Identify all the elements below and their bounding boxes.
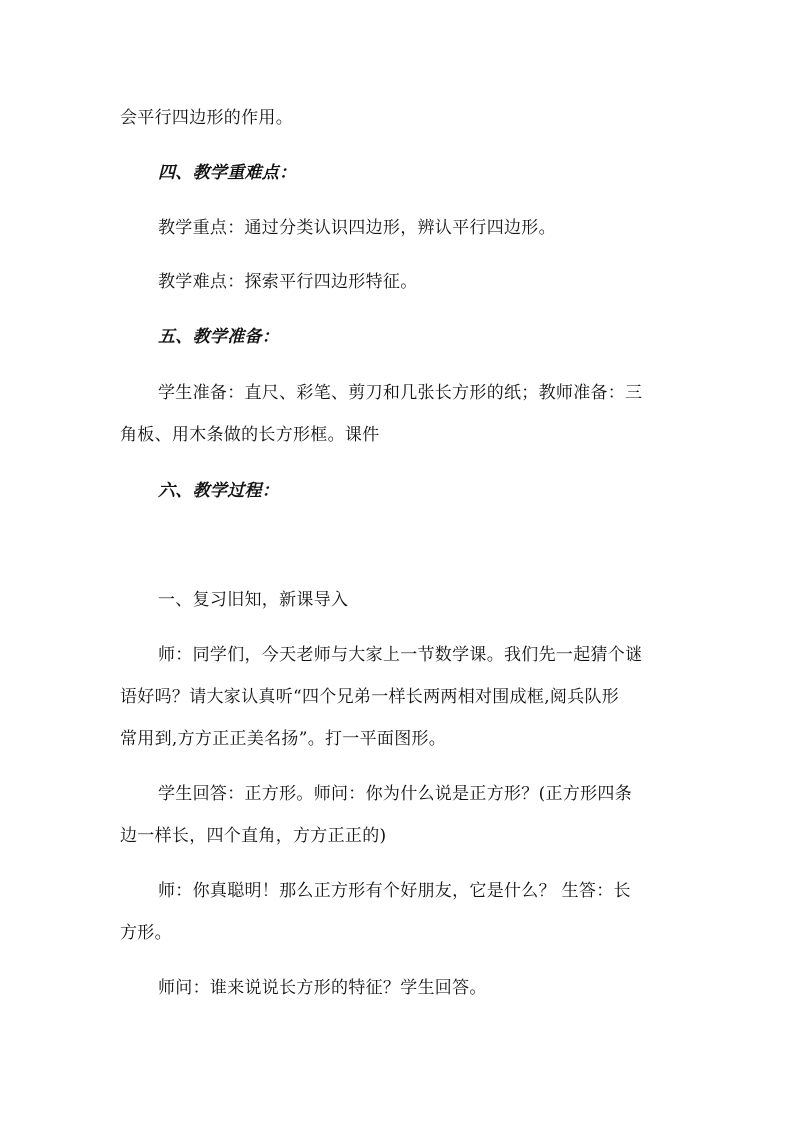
paragraph-line-friend-1: 师：你真聪明！那么正方形有个好朋友，它是什么？ 生答：长 — [158, 881, 631, 901]
paragraph-line-teacher-2: 语好吗？请大家认真听“四个兄弟一样长两两相对围成框,阅兵队形 — [120, 687, 620, 707]
paragraph-line-difficult-point: 教学难点：探索平行四边形特征。 — [158, 272, 418, 292]
paragraph-line-teacher-1: 师：同学们，今天老师与大家上一节数学课。我们先一起猜个谜 — [158, 645, 643, 665]
paragraph-line-preparation-2: 角板、用木条做的长方形框。课件 — [120, 425, 380, 445]
paragraph-line-student-2: 边一样长，四个直角，方方正正的) — [120, 826, 387, 846]
paragraph-line-friend-2: 方形。 — [120, 923, 172, 943]
paragraph-line-rectangle-question: 师问：谁来说说长方形的特征？学生回答。 — [158, 978, 487, 998]
section-heading-6: 六、教学过程： — [158, 481, 280, 501]
section-heading-5: 五、教学准备： — [158, 327, 280, 347]
paragraph-line-key-point: 教学重点：通过分类认识四边形，辨认平行四边形。 — [158, 218, 556, 238]
paragraph-line-1: 会平行四边形的作用。 — [120, 108, 293, 128]
subsection-title-1: 一、复习旧知，新课导入 — [158, 590, 349, 610]
paragraph-line-teacher-3: 常用到,方方正正美名扬”。打一平面图形。 — [120, 729, 447, 749]
paragraph-line-student-1: 学生回答：正方形。师问：你为什么说是正方形？(正方形四条 — [158, 784, 633, 804]
section-heading-4: 四、教学重难点： — [158, 163, 297, 183]
paragraph-line-preparation-1: 学生准备：直尺、彩笔、剪刀和几张长方形的纸；教师准备：三 — [158, 383, 643, 403]
